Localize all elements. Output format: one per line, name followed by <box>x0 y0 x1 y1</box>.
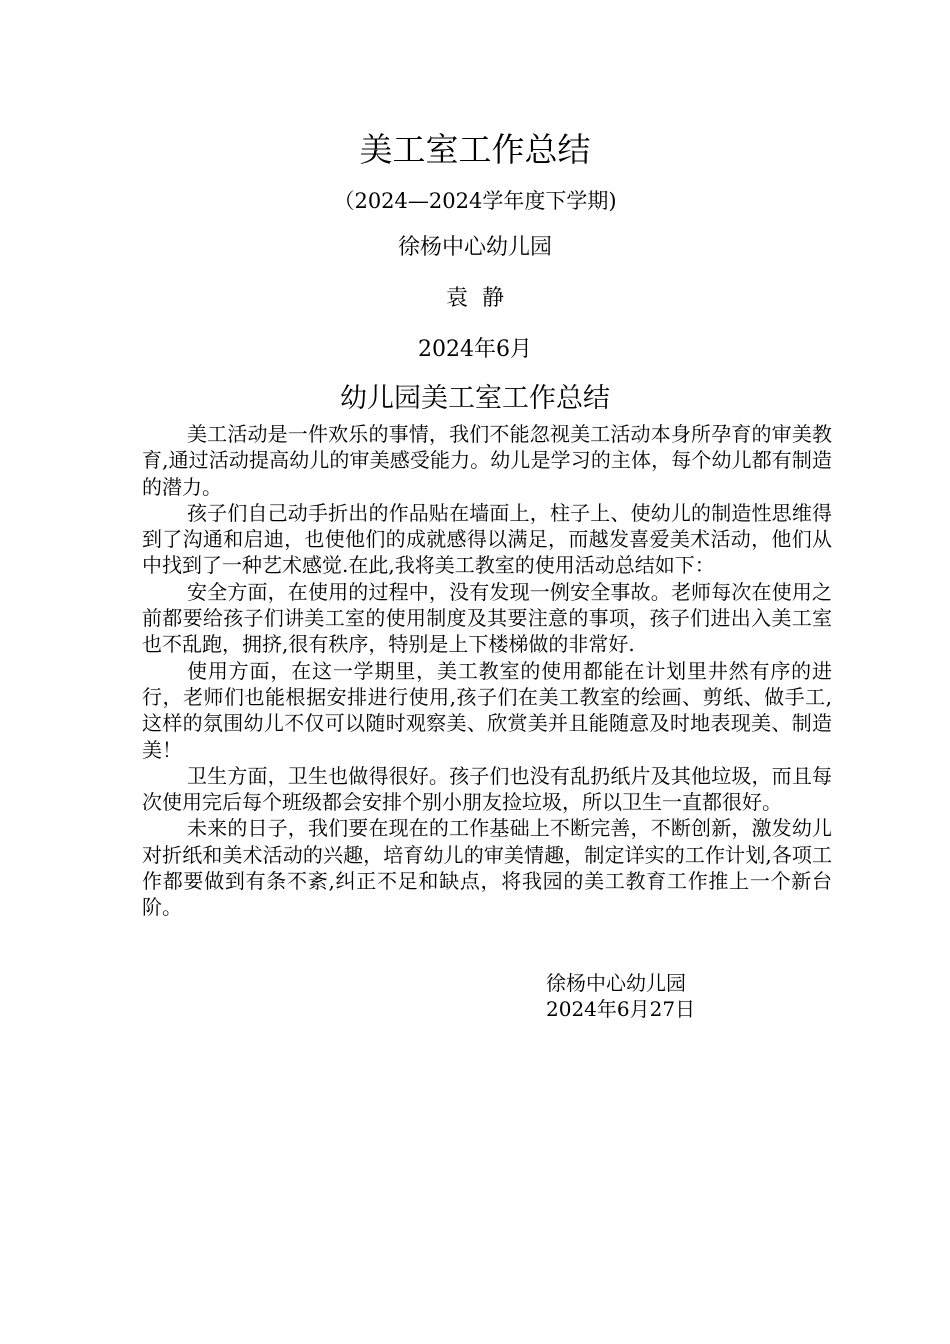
document-date: 2024年6月 <box>418 337 532 362</box>
document-title: 美工室工作总结 <box>359 130 591 169</box>
paragraph-intro: 美工活动是一件欢乐的事情，我们不能忽视美工活动本身所孕育的审美教育,通过活动提高幼儿的审美感受能力。幼儿是学习的主体，每个幼儿都有制造的潜力。 <box>142 422 832 499</box>
academic-term: （2024—2024学年度下学期) <box>333 189 617 213</box>
school-name: 徐杨中心幼儿园 <box>397 235 552 260</box>
paragraph-hygiene: 卫生方面，卫生也做得很好。孩子们也没有乱扔纸片及其他垃圾，而且每次使用完后每个班级都会安排个别小朋友捡垃圾，所以卫生一直都很好。 <box>142 763 832 815</box>
paragraph-future: 未来的日子，我们要在现在的工作基础上不断完善，不断创新，激发幼儿对折纸和美术活动的兴趣，培育幼儿的审美情趣，制定详实的工作计划,各项工作都要做到有条不紊,纠正不足和缺点，将我园的美工教育工作推上一个新台阶。 <box>142 816 832 920</box>
paragraph-safety: 安全方面，在使用的过程中，没有发现一例安全事故。老师每次在使用之前都要给孩子们讲美工室的使用制度及其要注意的事项，孩子们进出入美工室也不乱跑，拥挤,很有秩序，特别是上下楼梯做的非常好. <box>142 579 832 657</box>
article-title: 幼儿园美工室工作总结 <box>340 383 610 414</box>
article-body <box>142 421 832 921</box>
paragraph-works: 孩子们自己动手折出的作品贴在墙面上，柱子上、使幼儿的制造性思维得到了沟通和启迪，也使他们的成就感得以满足，而越发喜爱美术活动，他们从中找到了一种艺术感觉.在此,我将美工教室的使用活动总结如下： <box>142 500 832 578</box>
signature-date: 2024年6月27日 <box>546 997 696 1021</box>
signature-school: 徐杨中心幼儿园 <box>546 971 686 995</box>
author-name: 袁静 <box>445 286 518 311</box>
paragraph-usage: 使用方面，在这一学期里，美工教室的使用都能在计划里井然有序的进行，老师们也能根据安排进行使用,孩子们在美工教室的绘画、剪纸、做手工,这样的氛围幼儿不仅可以随时观察美、欣赏美并且能随意及时地表现美、制造美！ <box>142 658 832 762</box>
